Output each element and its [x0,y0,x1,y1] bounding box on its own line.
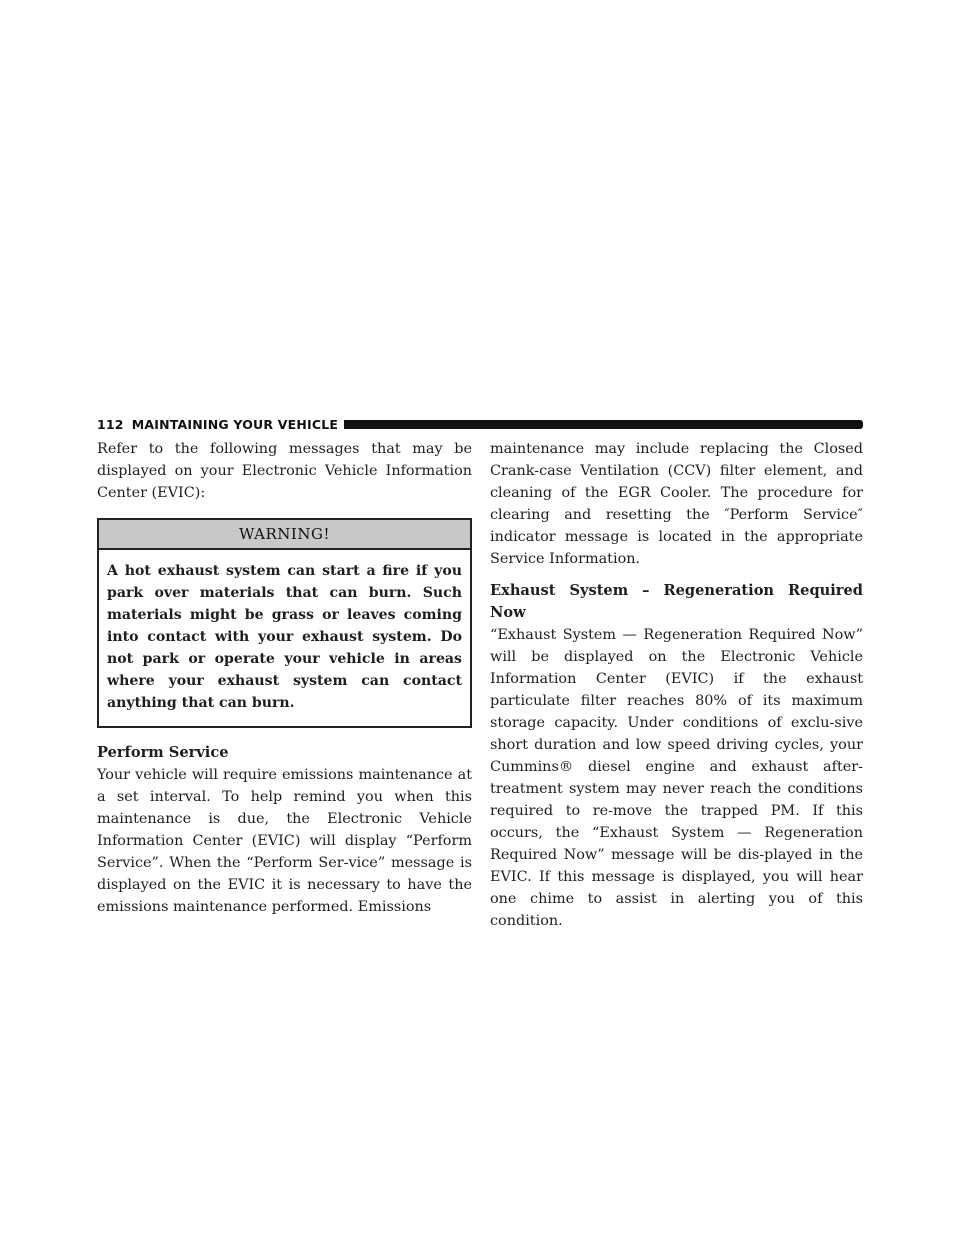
regeneration-paragraph: “Exhaust System — Regeneration Required Now” will be displayed on the Electronic Vehicle Information Center (EVIC) if the exhaust particulate filter reaches 80% of its maximum storage capacity. Under conditions of exclu-sive short duration and low speed driving cycles, your Cummins® diesel engine and exhaust after-treatment system may never reach the conditions required to re-move the trapped PM. If this occurs, the “Exhaust System — Regeneration Required Now” message will be dis-played in the EVIC. If this message is displayed, you will hear one chime to assist in alerting you of this condition. [490,627,863,929]
page-header [97,416,863,432]
warning-title: WARNING! [99,520,470,550]
section-title: MAINTAINING YOUR VEHICLE [131,416,339,432]
warning-text: A hot exhaust system can start a fire if you park over materials that can burn. Such materials might be grass or leaves coming into contact with your exhaust system. Do not park or operate your vehicle in areas where your exhaust system can contact anything that can burn. [107,563,462,711]
perform-service-paragraph: Your vehicle will require emissions maintenance at a set interval. To help remind you when this maintenance is due, the Electronic Vehicle Information Center (EVIC) will display “Perform Service”. When the “Perform Ser-vice” message is displayed on the EVIC it is necessary to have the emissions maintenance performed. Emissions [97,767,472,915]
warning-box [97,518,472,728]
left-column [97,438,472,918]
regeneration-heading: Exhaust System – Regeneration Required Now [490,582,863,621]
page-number: 112 [97,416,124,432]
perform-service-heading: Perform Service [97,744,229,761]
intro-paragraph: Refer to the following messages that may be displayed on your Electronic Vehicle Information Center (EVIC): [97,441,472,501]
header-rule [344,420,863,429]
continued-paragraph: maintenance may include replacing the Closed Crank-case Ventilation (CCV) filter element, and cleaning of the EGR Cooler. The procedure for clearing and resetting the ″Perform Service″ indicator message is located in the appropriate Service Information. [490,441,863,567]
right-column [490,438,863,932]
